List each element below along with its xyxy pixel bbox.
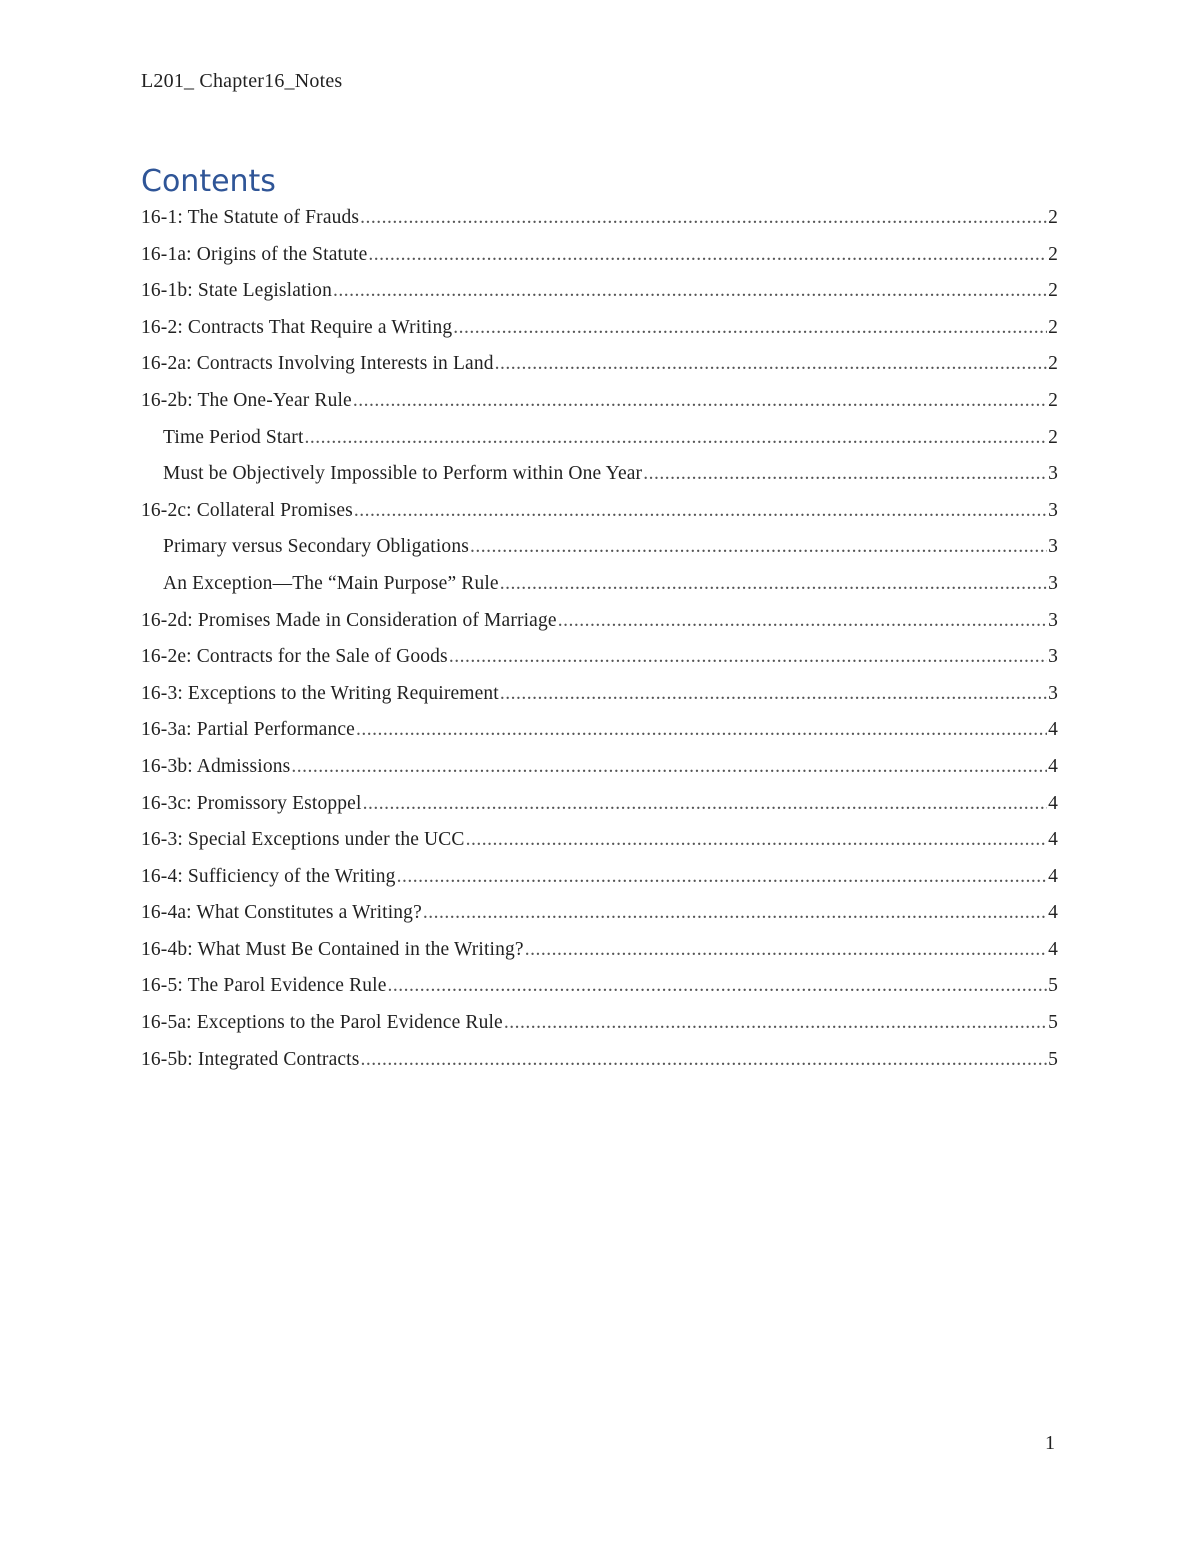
page-number: 1 xyxy=(1045,1432,1055,1454)
toc-title: Contents xyxy=(141,164,276,199)
toc-entry-label: 16-4b: What Must Be Contained in the Writing? xyxy=(141,938,524,960)
toc-leader-dots xyxy=(397,859,1048,896)
toc-leader-dots xyxy=(305,420,1048,457)
toc-entry-page: 2 xyxy=(1048,243,1058,265)
toc-entry-page: 2 xyxy=(1048,426,1058,448)
toc-entry[interactable] xyxy=(141,786,1058,823)
toc-entry-page: 4 xyxy=(1048,829,1058,851)
toc-leader-dots xyxy=(368,237,1047,274)
toc-entry[interactable] xyxy=(141,1005,1058,1042)
toc-entry-page: 3 xyxy=(1048,572,1058,594)
toc-leader-dots xyxy=(643,456,1047,493)
toc-entry-page: 5 xyxy=(1048,975,1058,997)
toc-entry-label: 16-1: The Statute of Frauds xyxy=(141,207,360,228)
toc-entry[interactable] xyxy=(141,932,1058,969)
toc-entry-label: 16-2c: Collateral Promises xyxy=(141,499,353,521)
toc-entry-label: 16-5a: Exceptions to the Parol Evidence Rule xyxy=(141,1012,503,1034)
toc-leader-dots xyxy=(354,493,1047,530)
toc-entry-page: 2 xyxy=(1048,280,1058,302)
toc-entry[interactable] xyxy=(141,822,1058,859)
toc-entry[interactable] xyxy=(141,529,1058,566)
toc-entry[interactable] xyxy=(141,273,1058,310)
toc-leader-dots xyxy=(356,712,1047,749)
toc-entry-label: 16-4a: What Constitutes a Writing? xyxy=(141,902,422,924)
toc-leader-dots xyxy=(504,1005,1047,1042)
toc-entry-label: 16-5b: Integrated Contracts xyxy=(141,1048,360,1070)
toc-leader-dots xyxy=(525,932,1047,969)
toc-entry[interactable] xyxy=(141,676,1058,713)
toc-entry-label: 16-3: Special Exceptions under the UCC xyxy=(141,829,465,851)
toc-entry[interactable] xyxy=(141,493,1058,530)
toc-leader-dots xyxy=(495,346,1047,383)
toc-entry-page: 5 xyxy=(1048,1048,1058,1070)
toc-entry-label: 16-2b: The One-Year Rule xyxy=(141,389,352,411)
toc-entry[interactable] xyxy=(141,895,1058,932)
toc-entry[interactable] xyxy=(141,200,1058,237)
toc-leader-dots xyxy=(353,383,1047,420)
toc-leader-dots xyxy=(360,1042,1047,1079)
toc-entry-label: 16-2e: Contracts for the Sale of Goods xyxy=(141,646,448,668)
toc-entry-page: 4 xyxy=(1048,938,1058,960)
toc-entry[interactable] xyxy=(141,968,1058,1005)
toc-entry[interactable] xyxy=(141,639,1058,676)
toc-entry[interactable] xyxy=(141,456,1058,493)
table-of-contents xyxy=(141,200,1058,1078)
toc-entry[interactable] xyxy=(141,566,1058,603)
toc-entry[interactable] xyxy=(141,603,1058,640)
toc-entry-label: Time Period Start xyxy=(163,426,304,448)
toc-leader-dots xyxy=(500,676,1047,713)
toc-entry-page: 3 xyxy=(1048,499,1058,521)
toc-leader-dots xyxy=(333,273,1047,310)
toc-entry-page: 4 xyxy=(1048,755,1058,777)
toc-entry[interactable] xyxy=(141,383,1058,420)
toc-entry-page: 3 xyxy=(1048,463,1058,485)
toc-entry[interactable] xyxy=(141,859,1058,896)
toc-entry[interactable] xyxy=(141,1042,1058,1079)
toc-leader-dots xyxy=(500,566,1047,603)
toc-entry-label: An Exception—The “Main Purpose” Rule xyxy=(163,572,499,594)
toc-entry[interactable] xyxy=(141,712,1058,749)
toc-entry-page: 4 xyxy=(1048,792,1058,814)
toc-leader-dots xyxy=(470,529,1047,566)
toc-entry-label: 16-5: The Parol Evidence Rule xyxy=(141,975,387,997)
toc-entry-label: 16-4: Sufficiency of the Writing xyxy=(141,865,396,887)
toc-leader-dots xyxy=(388,968,1048,1005)
toc-entry-page: 3 xyxy=(1048,682,1058,704)
toc-entry-label: 16-3c: Promissory Estoppel xyxy=(141,792,362,814)
toc-entry-label: 16-3: Exceptions to the Writing Requirement xyxy=(141,682,499,704)
toc-leader-dots xyxy=(558,603,1047,640)
toc-entry-label: Must be Objectively Impossible to Perform within One Year xyxy=(163,463,643,485)
toc-leader-dots xyxy=(291,749,1047,786)
toc-entry-page: 2 xyxy=(1048,353,1058,375)
toc-leader-dots xyxy=(449,639,1047,676)
toc-leader-dots xyxy=(453,310,1047,347)
toc-leader-dots xyxy=(423,895,1047,932)
toc-entry[interactable] xyxy=(141,310,1058,347)
toc-entry[interactable] xyxy=(141,749,1058,786)
toc-entry-page: 2 xyxy=(1048,207,1058,228)
toc-entry-label: 16-1a: Origins of the Statute xyxy=(141,243,368,265)
toc-entry-page: 4 xyxy=(1048,865,1058,887)
toc-entry-page: 3 xyxy=(1048,646,1058,668)
toc-entry-label: Primary versus Secondary Obligations xyxy=(163,536,469,558)
toc-leader-dots xyxy=(360,200,1047,237)
toc-entry-page: 4 xyxy=(1048,719,1058,741)
toc-leader-dots xyxy=(466,822,1048,859)
toc-entry[interactable] xyxy=(141,420,1058,457)
toc-entry-page: 3 xyxy=(1048,609,1058,631)
toc-leader-dots xyxy=(363,786,1048,823)
toc-entry[interactable] xyxy=(141,237,1058,274)
toc-entry[interactable] xyxy=(141,346,1058,383)
toc-entry-label: 16-2: Contracts That Require a Writing xyxy=(141,316,453,338)
toc-entry-label: 16-3b: Admissions xyxy=(141,755,291,777)
document-header: L201_ Chapter16_Notes xyxy=(141,70,343,92)
toc-entry-label: 16-2a: Contracts Involving Interests in Land xyxy=(141,353,494,375)
toc-entry-page: 3 xyxy=(1048,536,1058,558)
toc-entry-page: 2 xyxy=(1048,389,1058,411)
toc-entry-page: 2 xyxy=(1048,316,1058,338)
toc-entry-page: 4 xyxy=(1048,902,1058,924)
toc-entry-page: 5 xyxy=(1048,1012,1058,1034)
toc-entry-label: 16-3a: Partial Performance xyxy=(141,719,355,741)
toc-entry-label: 16-1b: State Legislation xyxy=(141,280,332,302)
toc-entry-label: 16-2d: Promises Made in Consideration of Marriage xyxy=(141,609,557,631)
